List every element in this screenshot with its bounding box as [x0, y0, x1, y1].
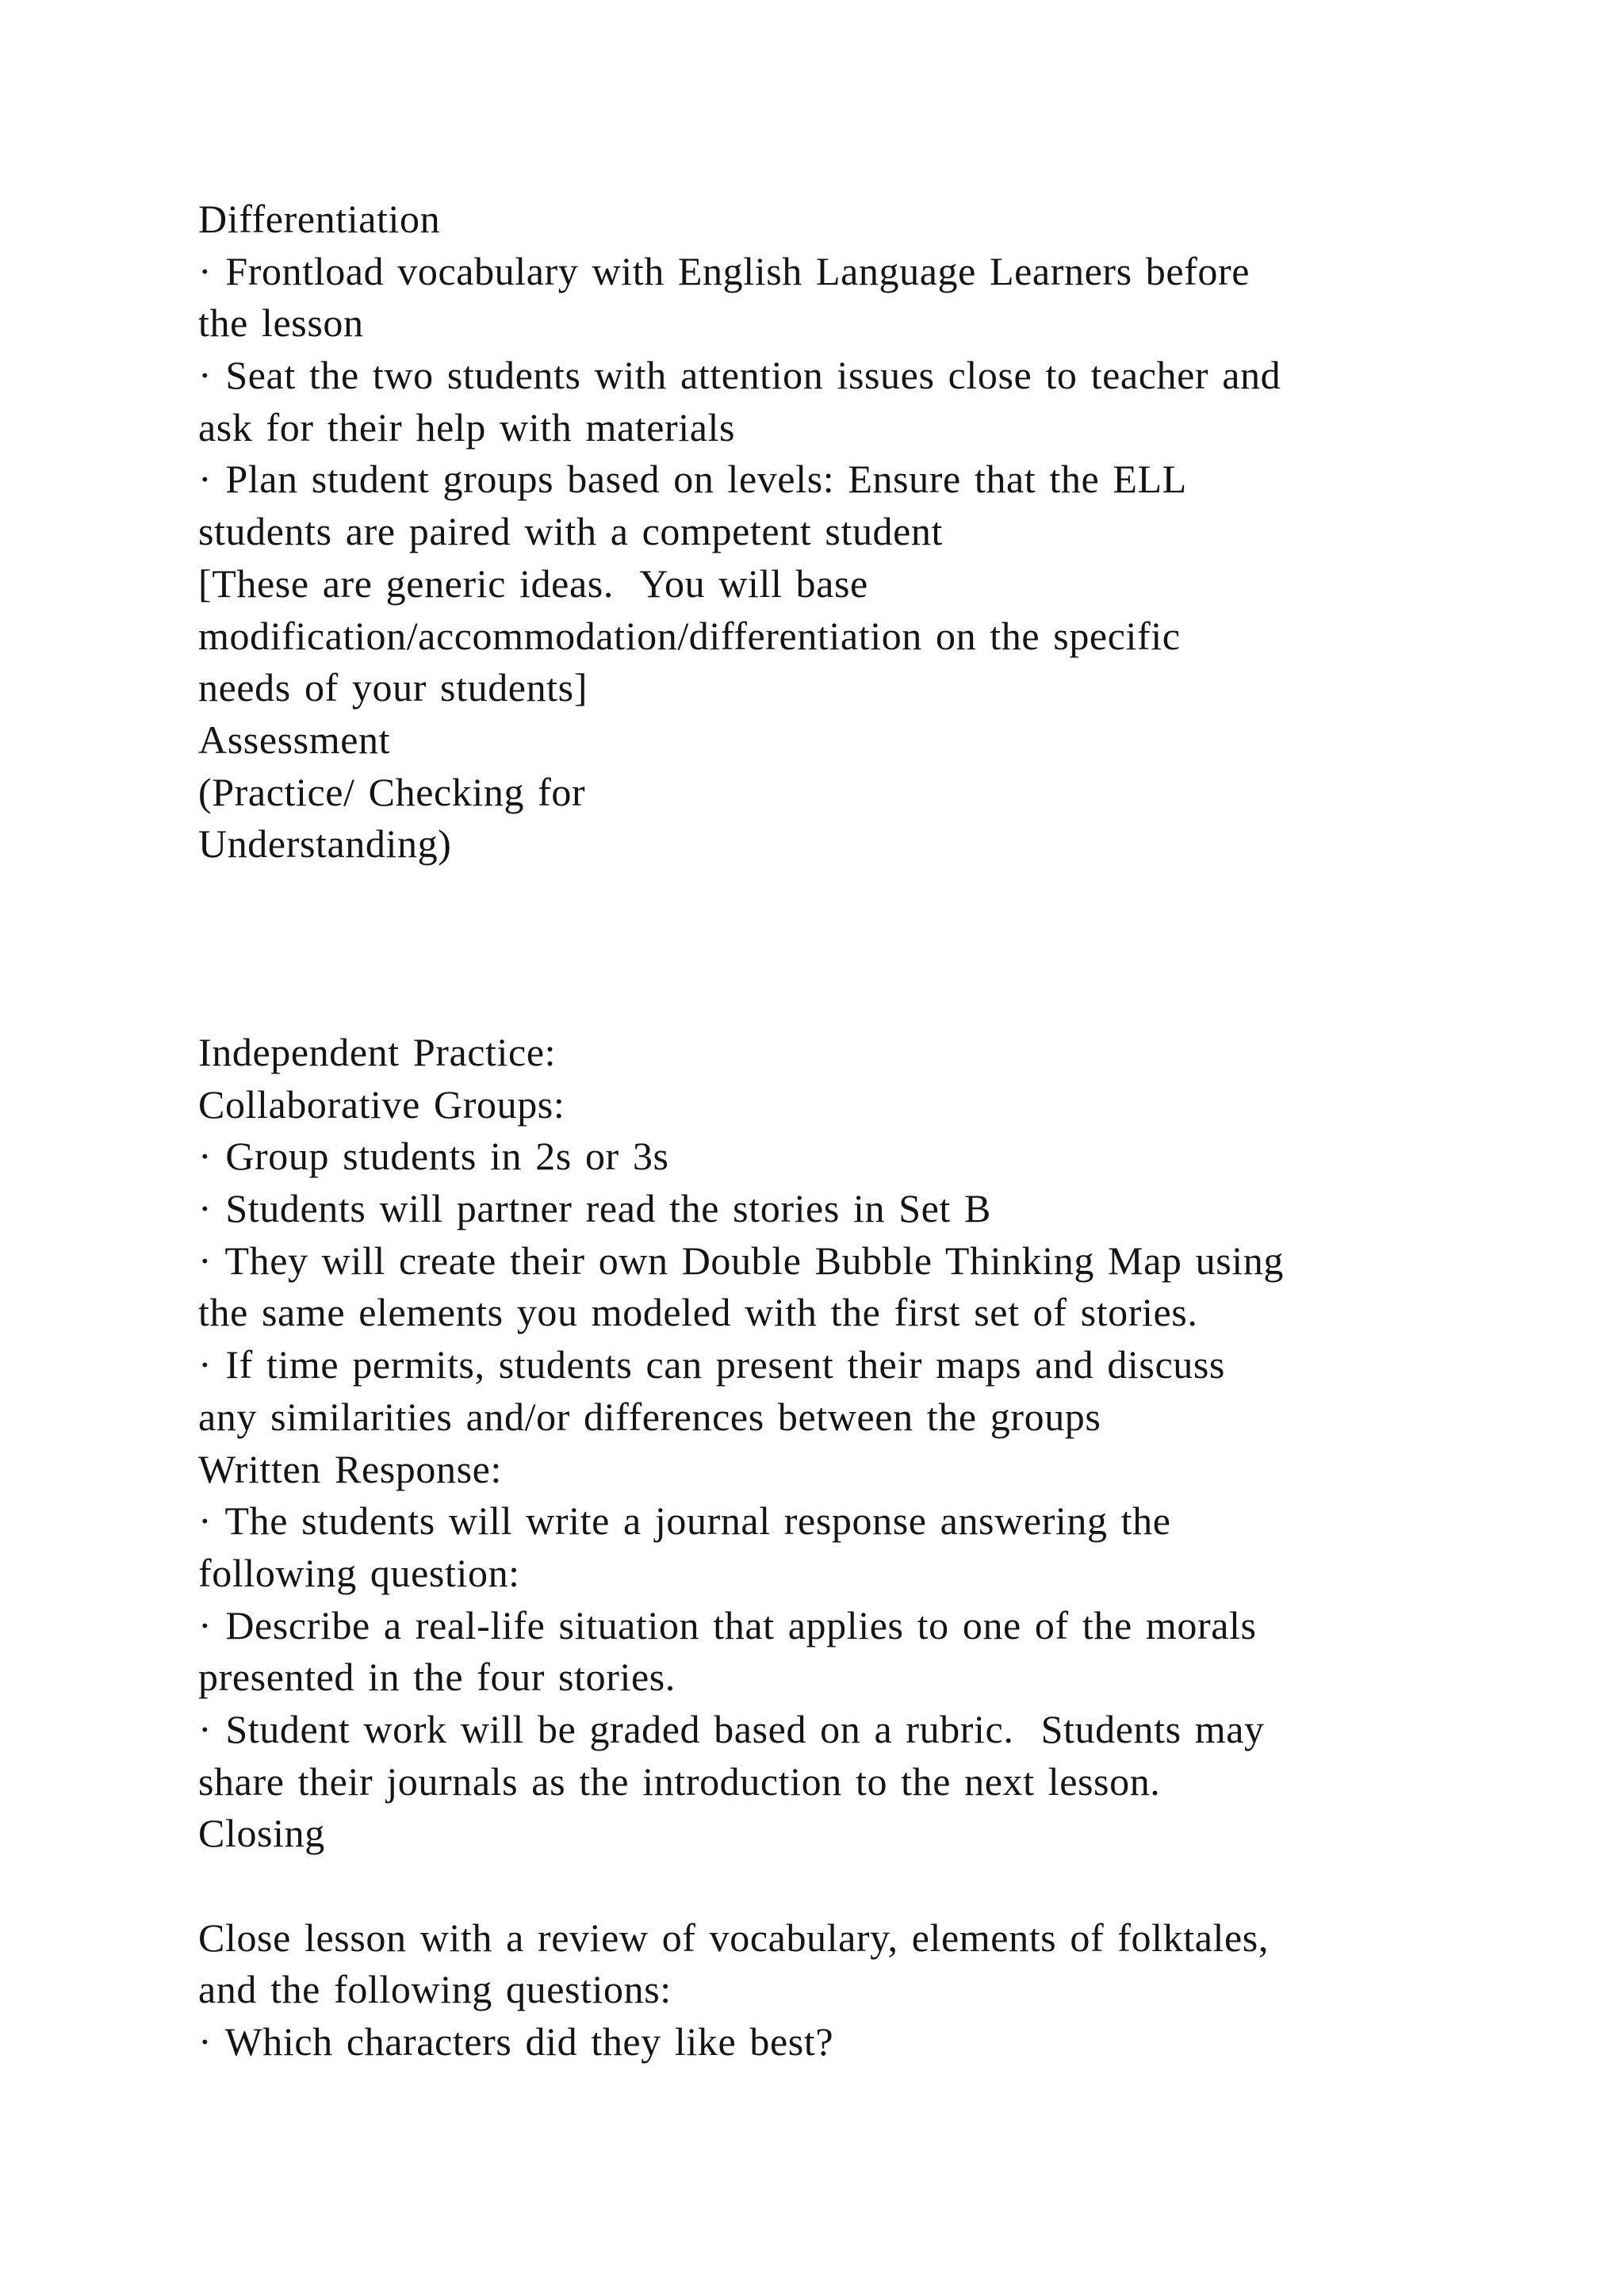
text-line: Differentiation	[198, 197, 441, 241]
text-line: · Plan student groups based on levels: Ensure that the ELL	[198, 457, 1187, 502]
text-line: presented in the four stories.	[198, 1655, 676, 1700]
text-line: · The students will write a journal response answering the	[198, 1498, 1171, 1544]
text-line: (Practice/ Checking for	[198, 769, 586, 814]
section-heading: Written Response:	[198, 1446, 502, 1491]
document-body	[198, 193, 1499, 2068]
text-line: · Seat the two students with attention issues close to teacher and	[198, 353, 1281, 398]
text-line: needs of your students]	[198, 665, 588, 710]
text-line: · Which characters did they like best?	[198, 2019, 834, 2064]
text-line: [These are generic ideas. You will base	[198, 561, 868, 606]
text-line: Close lesson with a review of vocabulary, elements of folktales,	[198, 1915, 1269, 1960]
text-line: · Student work will be graded based on a rubric. Students may	[198, 1706, 1265, 1751]
text-line: and the following questions:	[198, 1967, 672, 2012]
blank-line	[198, 923, 1499, 975]
text-line: modification/accommodation/differentiation on the specific	[198, 613, 1181, 658]
blank-line	[198, 871, 1499, 923]
text-line: students are paired with a competent student	[198, 509, 944, 554]
text-line: · Students will partner read the stories in Set B	[198, 1186, 991, 1231]
text-line: the same elements you modeled with the first set of stories.	[198, 1290, 1198, 1335]
text-line: share their journals as the introduction to the next lesson.	[198, 1758, 1161, 1804]
section-heading: Independent Practice:	[198, 1030, 557, 1074]
blank-line	[198, 974, 1499, 1027]
section-heading: Closing	[198, 1811, 325, 1856]
text-line: following question:	[198, 1550, 520, 1595]
text-line: any similarities and/or differences between the groups	[198, 1394, 1101, 1439]
text-line: · Describe a real-life situation that applies to one of the morals	[198, 1602, 1257, 1647]
blank-line	[198, 1860, 1499, 1912]
text-line: ask for their help with materials	[198, 404, 736, 450]
text-line: · If time permits, students can present their maps and discuss	[198, 1342, 1225, 1387]
text-line: Collaborative Groups:	[198, 1081, 565, 1127]
section-heading: Assessment	[198, 717, 391, 762]
text-line: · They will create their own Double Bubble Thinking Map using	[198, 1238, 1284, 1283]
text-line: the lesson	[198, 300, 364, 346]
text-line: · Group students in 2s or 3s	[198, 1134, 669, 1179]
text-line: Understanding)	[198, 821, 452, 867]
text-line: · Frontload vocabulary with English Language Learners before	[198, 248, 1251, 293]
